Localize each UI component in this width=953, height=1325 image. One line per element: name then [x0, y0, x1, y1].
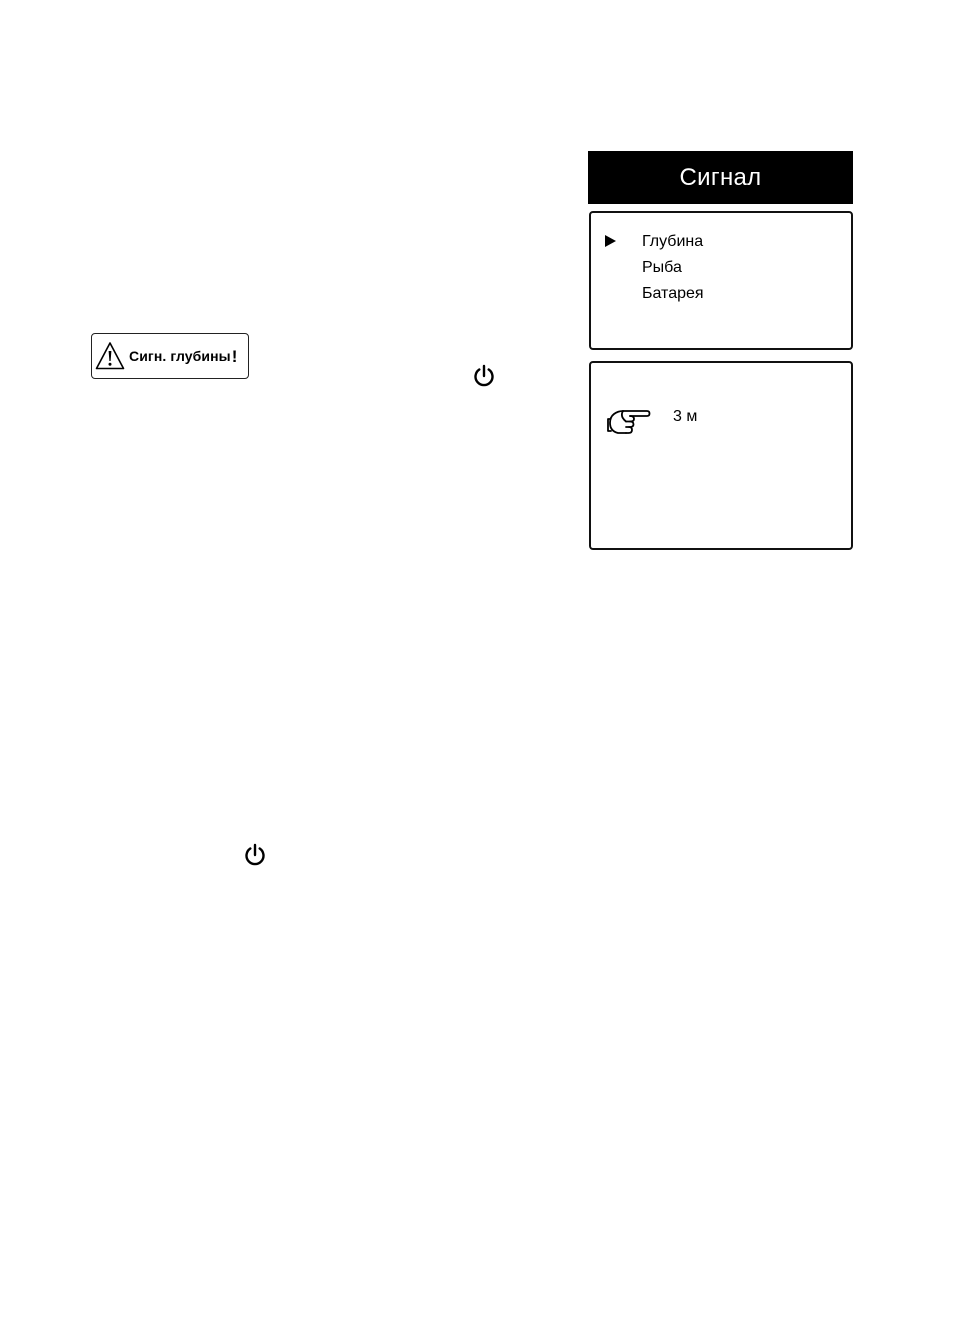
power-icon — [471, 363, 497, 389]
warning-triangle-icon — [95, 341, 125, 371]
menu-item-depth[interactable]: Глубина — [642, 233, 704, 250]
pointing-hand-icon — [607, 401, 651, 437]
depth-alarm-value[interactable]: 3 м — [673, 408, 698, 425]
depth-alarm-badge — [91, 333, 249, 379]
menu-item-battery[interactable]: Батарея — [642, 285, 704, 302]
alarm-menu-panel — [589, 211, 853, 350]
screen-title: Сигнал — [588, 151, 853, 204]
selection-arrow-icon — [605, 235, 616, 247]
depth-alarm-label: Сигн. глубины — [129, 348, 231, 364]
power-icon — [242, 842, 268, 868]
menu-item-fish[interactable]: Рыба — [642, 259, 682, 276]
alarm-value-panel — [589, 361, 853, 550]
depth-alarm-exclamation: ! — [231, 346, 238, 366]
